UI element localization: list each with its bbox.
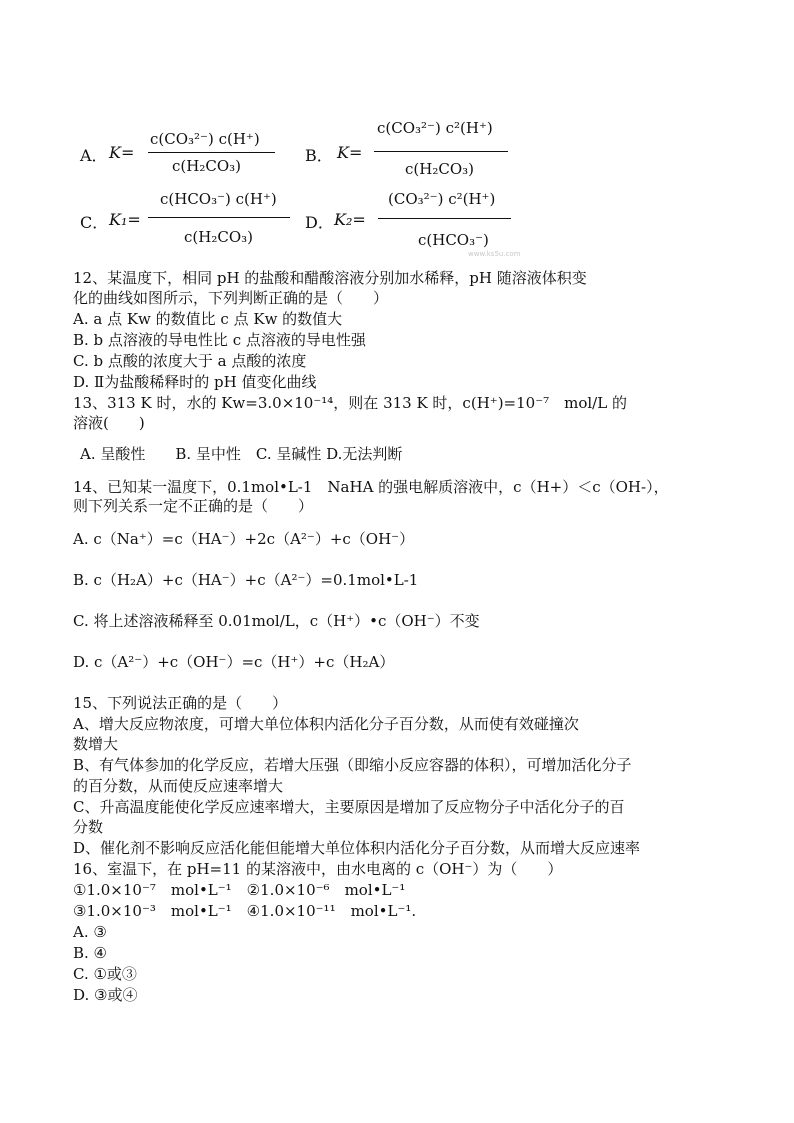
- q12-option-b: B. b 点溶液的导电性比 c 点溶液的导电性强: [73, 331, 366, 349]
- q15-option-c-line2: 分数: [73, 818, 104, 836]
- q12-stem-line1: 12、某温度下，相同 pH 的盐酸和醋酸溶液分别加水稀释，pH 随溶液体积变: [73, 269, 587, 287]
- q11-d-fraction-bar: [378, 218, 511, 219]
- q11-c-numerator: c(HCO₃⁻) c(H⁺): [160, 190, 277, 208]
- q16-option-a: A. ③: [73, 923, 107, 941]
- q11-d-denominator: c(HCO₃⁻): [418, 231, 489, 249]
- q11-a-fraction-bar: [148, 152, 275, 153]
- q16-stem: 16、室温下，在 pH=11 的某溶液中，由水电离的 c（OH⁻）为（ ）: [73, 860, 563, 878]
- q16-choices-1-2: ①1.0×10⁻⁷ mol•L⁻¹ ②1.0×10⁻⁶ mol•L⁻¹: [73, 881, 406, 899]
- q15-option-b-line2: 的百分数，从而使反应速率增大: [73, 777, 284, 795]
- q11-c-denominator: c(H₂CO₃): [184, 228, 253, 246]
- q15-option-a-line2: 数增大: [73, 735, 119, 753]
- q12-stem-line2: 化的曲线如图所示，下列判断正确的是（ ）: [73, 289, 389, 307]
- q13-stem-line1: 13、313 K 时，水的 Kw=3.0×10⁻¹⁴，则在 313 K 时，c(H⁺)=10⁻⁷ mol/L 的: [73, 394, 627, 412]
- q12-option-a: A. a 点 Kw 的数值比 c 点 Kw 的数值大: [73, 310, 343, 328]
- q16-choices-3-4: ③1.0×10⁻³ mol•L⁻¹ ④1.0×10⁻¹¹ mol•L⁻¹.: [73, 902, 417, 920]
- q14-option-a: A. c（Na⁺）=c（HA⁻）+2c（A²⁻）+c（OH⁻）: [73, 530, 415, 548]
- q11-b-denominator: c(H₂CO₃): [405, 160, 474, 178]
- q11-a-denominator: c(H₂CO₃): [172, 157, 241, 175]
- q11-d-label: D．: [305, 213, 334, 232]
- q11-a-label: A．: [80, 146, 108, 165]
- q15-option-a-line1: A、增大反应物浓度，可增大单位体积内活化分子百分数，从而使有效碰撞次: [73, 715, 579, 733]
- q14-option-d: D. c（A²⁻）+c（OH⁻）=c（H⁺）+c（H₂A）: [73, 653, 395, 671]
- q11-d-numerator: (CO₃²⁻) c²(H⁺): [388, 190, 496, 208]
- q13-stem-line2: 溶液( ): [73, 414, 145, 432]
- q15-option-c-line1: C、升高温度能使化学反应速率增大，主要原因是增加了反应物分子中活化分子的百: [73, 798, 625, 816]
- q11-b-label: B．: [305, 146, 333, 165]
- q16-option-b: B. ④: [73, 944, 108, 962]
- q11-d-lhs: K₂=: [334, 210, 366, 229]
- q11-a-lhs: K=: [109, 143, 135, 162]
- q11-b-fraction-bar: [374, 151, 508, 152]
- q11-c-lhs: K₁=: [109, 210, 141, 229]
- q11-c-fraction-bar: [148, 217, 290, 218]
- q12-option-c: C. b 点酸的浓度大于 a 点酸的浓度: [73, 352, 307, 370]
- q12-option-d: D. Ⅱ为盐酸稀释时的 pH 值变化曲线: [73, 373, 317, 391]
- q11-c-label: C．: [80, 213, 109, 232]
- q14-stem-line2: 则下列关系一定不正确的是（ ）: [73, 497, 314, 515]
- q13-options: A. 呈酸性 B. 呈中性 C. 呈碱性 D.无法判断: [80, 445, 403, 463]
- q11-a-numerator: c(CO₃²⁻) c(H⁺): [150, 130, 260, 148]
- q15-option-b-line1: B、有气体参加的化学反应，若增大压强（即缩小反应容器的体积），可增加活化分子: [73, 756, 632, 774]
- q15-stem: 15、下列说法正确的是（ ）: [73, 694, 288, 712]
- q14-option-b: B. c（H₂A）+c（HA⁻）+c（A²⁻）=0.1mol•L-1: [73, 571, 419, 589]
- q14-option-c: C. 将上述溶液稀释至 0.01mol/L，c（H⁺）•c（OH⁻）不变: [73, 612, 480, 630]
- q16-option-c: C. ①或③: [73, 965, 137, 983]
- q15-option-d: D、催化剂不影响反应活化能但能增大单位体积内活化分子百分数，从而增大反应速率: [73, 839, 641, 857]
- q11-b-numerator: c(CO₃²⁻) c²(H⁺): [377, 119, 493, 137]
- watermark: www.ks5u.com: [468, 250, 521, 258]
- q14-stem-line1: 14、已知某一温度下，0.1mol•L-1 NaHA 的强电解质溶液中，c（H+）＜c（OH-），: [73, 478, 669, 496]
- q11-b-lhs: K=: [337, 143, 363, 162]
- q16-option-d: D. ③或④: [73, 986, 138, 1004]
